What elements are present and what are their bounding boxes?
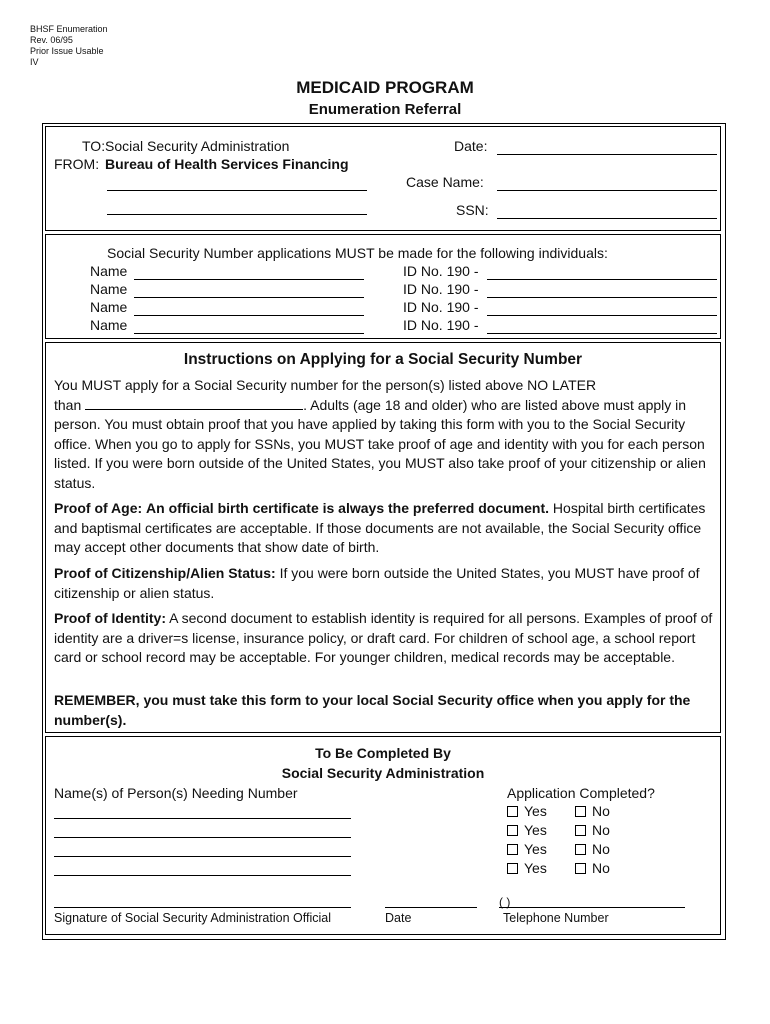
to-label: TO:	[82, 138, 106, 154]
page-subtitle: Enumeration Referral	[308, 101, 462, 118]
yes-label: Yes	[524, 860, 547, 876]
person-name-field-3[interactable]	[54, 856, 351, 857]
name-label: Name	[90, 281, 128, 297]
id-field-2[interactable]	[487, 297, 717, 298]
applicants-section	[45, 234, 721, 339]
signature-label: Signature of Social Security Administration Official	[54, 911, 331, 925]
id-label: ID No. 190 -	[403, 299, 479, 315]
proof-of-identity-label: Proof of Identity:	[54, 610, 166, 626]
id-field-1[interactable]	[487, 279, 717, 280]
page-title: MEDICAID PROGRAM	[296, 78, 474, 97]
id-field-3[interactable]	[487, 315, 717, 316]
no-option-4[interactable]	[575, 860, 610, 876]
checkbox-icon[interactable]	[575, 863, 586, 874]
form-issue-note: Prior Issue Usable	[30, 46, 104, 56]
telephone-label: Telephone Number	[503, 911, 609, 925]
yes-option-2[interactable]	[507, 822, 547, 838]
proof-of-age-text: Hospital birth certificates and baptismal certificates are acceptable. If those documents are not available, the Social Security office may accept other documents that show date of birth.	[54, 500, 706, 555]
id-label: ID No. 190 -	[403, 317, 479, 333]
checkbox-icon[interactable]	[575, 825, 586, 836]
form-version: IV	[30, 57, 39, 67]
proof-of-citizenship	[54, 564, 714, 603]
proof-of-age	[54, 499, 714, 558]
proof-of-identity-text: A second document to establish identity is required for all persons. Examples of proof of identity are a driver=s license, insurance policy, or draft card. For children of school age, a school report card or school record may be acceptable. For younger children, medical records may be acceptable.	[54, 610, 713, 665]
id-label: ID No. 190 -	[403, 263, 479, 279]
proof-of-citizenship-text: If you were born outside the United States, you MUST have proof of citizenship or alien status.	[54, 565, 700, 601]
name-label: Name	[90, 263, 128, 279]
form-revision: Rev. 06/95	[30, 35, 73, 45]
deadline-field[interactable]	[85, 397, 303, 410]
checkbox-icon[interactable]	[507, 806, 518, 817]
instructions-paragraph	[54, 376, 714, 493]
form-header	[30, 24, 108, 68]
checkbox-icon[interactable]	[575, 844, 586, 855]
instructions-body: . Adults (age 18 and older) who are listed above must apply in person. You must obtain proof that you have applied by taking this form with you to the Social Security office. When you go to apply for SSNs, you MUST take proof of age and identity with you for each person listed. If you were born outside of the United States, you MUST also take proof of your citizenship or alien status.	[54, 396, 706, 491]
instructions-line-1: You MUST apply for a Social Security number for the person(s) listed above NO LATER	[54, 377, 597, 393]
remember-note: REMEMBER, you must take this form to your local Social Security office when you apply for the number(s).	[54, 692, 691, 728]
no-label: No	[592, 822, 610, 838]
from-value: Bureau of Health Services Financing	[105, 156, 349, 172]
ssa-date-label: Date	[385, 911, 412, 925]
proof-of-identity	[54, 609, 714, 668]
person-name-field-1[interactable]	[54, 818, 351, 819]
name-field-3[interactable]	[134, 315, 364, 316]
date-field[interactable]	[497, 154, 717, 155]
from-line-2[interactable]	[107, 214, 367, 215]
case-name-field[interactable]	[497, 190, 717, 191]
no-label: No	[592, 841, 610, 857]
ssn-field[interactable]	[497, 218, 717, 219]
case-name-label: Case Name:	[406, 174, 484, 190]
id-field-4[interactable]	[487, 333, 717, 334]
names-label: Name(s) of Person(s) Needing Number	[54, 785, 298, 801]
yes-option-4[interactable]	[507, 860, 547, 876]
person-name-field-2[interactable]	[54, 837, 351, 838]
name-label: Name	[90, 317, 128, 333]
application-completed-label: Application Completed?	[507, 785, 655, 801]
ssa-heading-1: To Be Completed By	[315, 745, 451, 761]
name-field-2[interactable]	[134, 297, 364, 298]
instructions-heading: Instructions on Applying for a Social Security Number	[183, 351, 583, 368]
yes-label: Yes	[524, 822, 547, 838]
ssa-date-field[interactable]	[385, 907, 477, 908]
checkbox-icon[interactable]	[507, 825, 518, 836]
ssa-section	[45, 736, 721, 935]
instructions-section	[45, 342, 721, 733]
telephone-field[interactable]	[499, 907, 685, 908]
proof-of-age-label: Proof of Age:	[54, 500, 143, 516]
yes-label: Yes	[524, 803, 547, 819]
name-field-4[interactable]	[134, 333, 364, 334]
to-value: Social Security Administration	[105, 138, 290, 154]
date-label: Date:	[454, 138, 488, 154]
form-code: BHSF Enumeration	[30, 24, 108, 34]
checkbox-icon[interactable]	[507, 863, 518, 874]
no-option-1[interactable]	[575, 803, 610, 819]
no-label: No	[592, 803, 610, 819]
yes-option-1[interactable]	[507, 803, 547, 819]
applicants-intro: Social Security Number applications MUST be made for the following individuals:	[107, 245, 608, 261]
no-label: No	[592, 860, 610, 876]
checkbox-icon[interactable]	[507, 844, 518, 855]
than-text: than	[54, 396, 82, 413]
person-name-field-4[interactable]	[54, 875, 351, 876]
signature-field[interactable]	[54, 907, 351, 908]
ssa-heading-2: Social Security Administration	[281, 765, 485, 781]
proof-of-age-emphasis: An official birth certificate is always the preferred document.	[146, 500, 550, 516]
no-option-3[interactable]	[575, 841, 610, 857]
checkbox-icon[interactable]	[575, 806, 586, 817]
yes-option-3[interactable]	[507, 841, 547, 857]
id-label: ID No. 190 -	[403, 281, 479, 297]
from-line-1[interactable]	[107, 190, 367, 191]
ssn-label: SSN:	[456, 202, 489, 218]
no-option-2[interactable]	[575, 822, 610, 838]
from-label: FROM:	[54, 156, 100, 172]
proof-of-citizenship-label: Proof of Citizenship/Alien Status:	[54, 565, 276, 581]
referral-section	[45, 126, 721, 231]
yes-label: Yes	[524, 841, 547, 857]
name-label: Name	[90, 299, 128, 315]
phone-area-code: ( )	[499, 895, 511, 909]
name-field-1[interactable]	[134, 279, 364, 280]
